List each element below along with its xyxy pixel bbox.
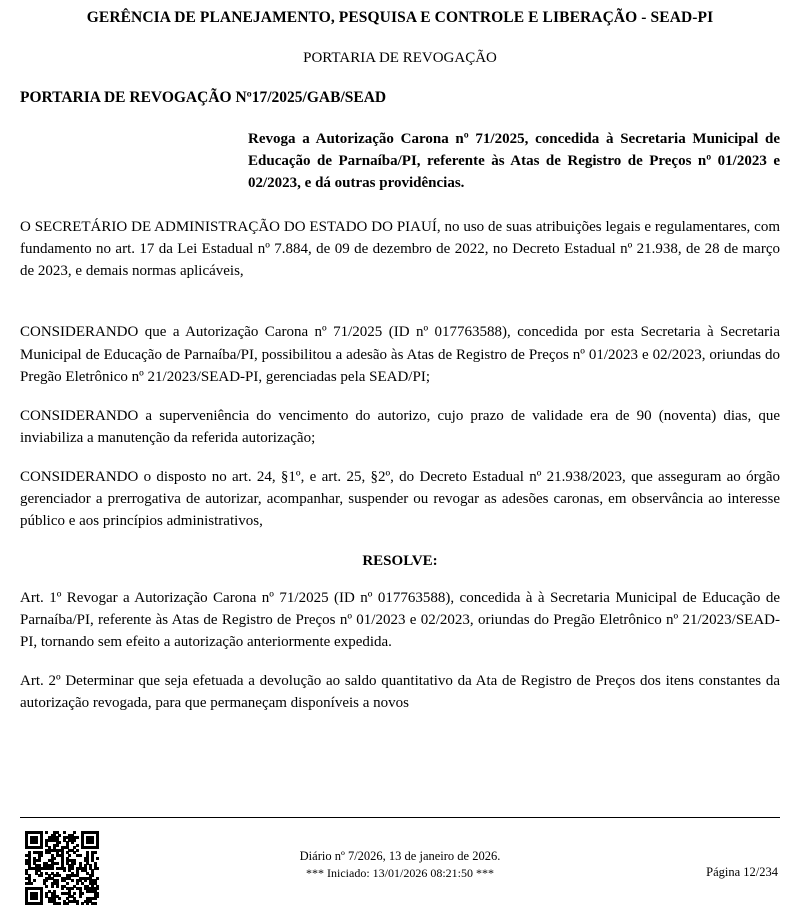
document-page — [0, 9, 800, 912]
article-paragraph-1: Art. 1º Revogar a Autorização Carona nº 71/2025 (ID nº 017763588), concedida à à Secretaria Municipal de Educação de Parnaíba/PI, referente às Atas de Registro de Preços nº 01/2023 e 02/2023, oriundas do Pregão Eletrônico nº 21/2023/SEAD-PI, tornando sem efeito a autorização anteriormente expedida. — [20, 589, 780, 650]
page-footer — [20, 827, 780, 905]
footer-timestamp-line: *** Iniciado: 13/01/2026 08:21:50 *** — [306, 866, 494, 881]
document-subtitle: PORTARIA DE REVOGAÇÃO — [303, 49, 497, 66]
footer-diario-line: Diário nº 7/2026, 13 de janeiro de 2026. — [299, 849, 501, 863]
article-paragraph-2: Art. 2º Determinar que seja efetuada a devolução ao saldo quantitativo da Ata de Registro de Preços dos itens constantes da autorização revogada, para que permaneçam disponíveis a novos — [20, 672, 780, 712]
portaria-number: PORTARIA DE REVOGAÇÃO Nº17/2025/GAB/SEAD — [20, 88, 387, 106]
considerando-paragraph-1: CONSIDERANDO que a Autorização Carona nº 71/2025 (ID nº 017763588), concedida por esta Secretaria à Secretaria Municipal de Educação de Parnaíba/PI, possibilitou a adesão às Atas de Registro de Preços nº 01/2023 e 02/2023, oriundas do Pregão Eletrônico nº 21/2023/SEAD-PI, gerenciadas pela SEAD/PI; — [20, 324, 780, 385]
resolve-label: RESOLVE: — [362, 552, 438, 569]
page-title: GERÊNCIA DE PLANEJAMENTO, PESQUISA E CONTROLE E LIBERAÇÃO - SEAD-PI — [86, 9, 714, 26]
preamble-paragraph: O SECRETÁRIO DE ADMINISTRAÇÃO DO ESTADO DO PIAUÍ, no uso de suas atribuições legais e regulamentares, com fundamento no art. 17 da Lei Estadual nº 7.884, de 09 de dezembro de 2022, no Decreto Estadual nº 21.938, de 28 de março de 2023, e demais normas aplicáveis, — [20, 219, 780, 280]
considerando-paragraph-2: CONSIDERANDO a superveniência do vencimento do autorizo, cujo prazo de validade era de 90 (noventa) dias, que inviabiliza a manutenção da referida autorização; — [20, 407, 780, 446]
considerando-paragraph-3: CONSIDERANDO o disposto no art. 24, §1º, e art. 25, §2º, do Decreto Estadual nº 21.938/2023, que asseguram ao órgão gerenciador a prerrogativa de autorizar, acompanhar, suspender ou revogar as adesões caronas, em observância ao interesse público e aos princípios administrativos, — [20, 468, 780, 529]
footer-page-number: Página 12/234 — [706, 865, 778, 879]
footer-divider — [20, 817, 780, 818]
footer-center-text — [20, 847, 780, 883]
ementa-text: Revoga a Autorização Carona nº 71/2025, concedida à Secretaria Municipal de Educação de Parnaíba/PI, referente às Atas de Registro de Preços nº 01/2023 e 02/2023, e dá outras providências. — [248, 131, 780, 192]
